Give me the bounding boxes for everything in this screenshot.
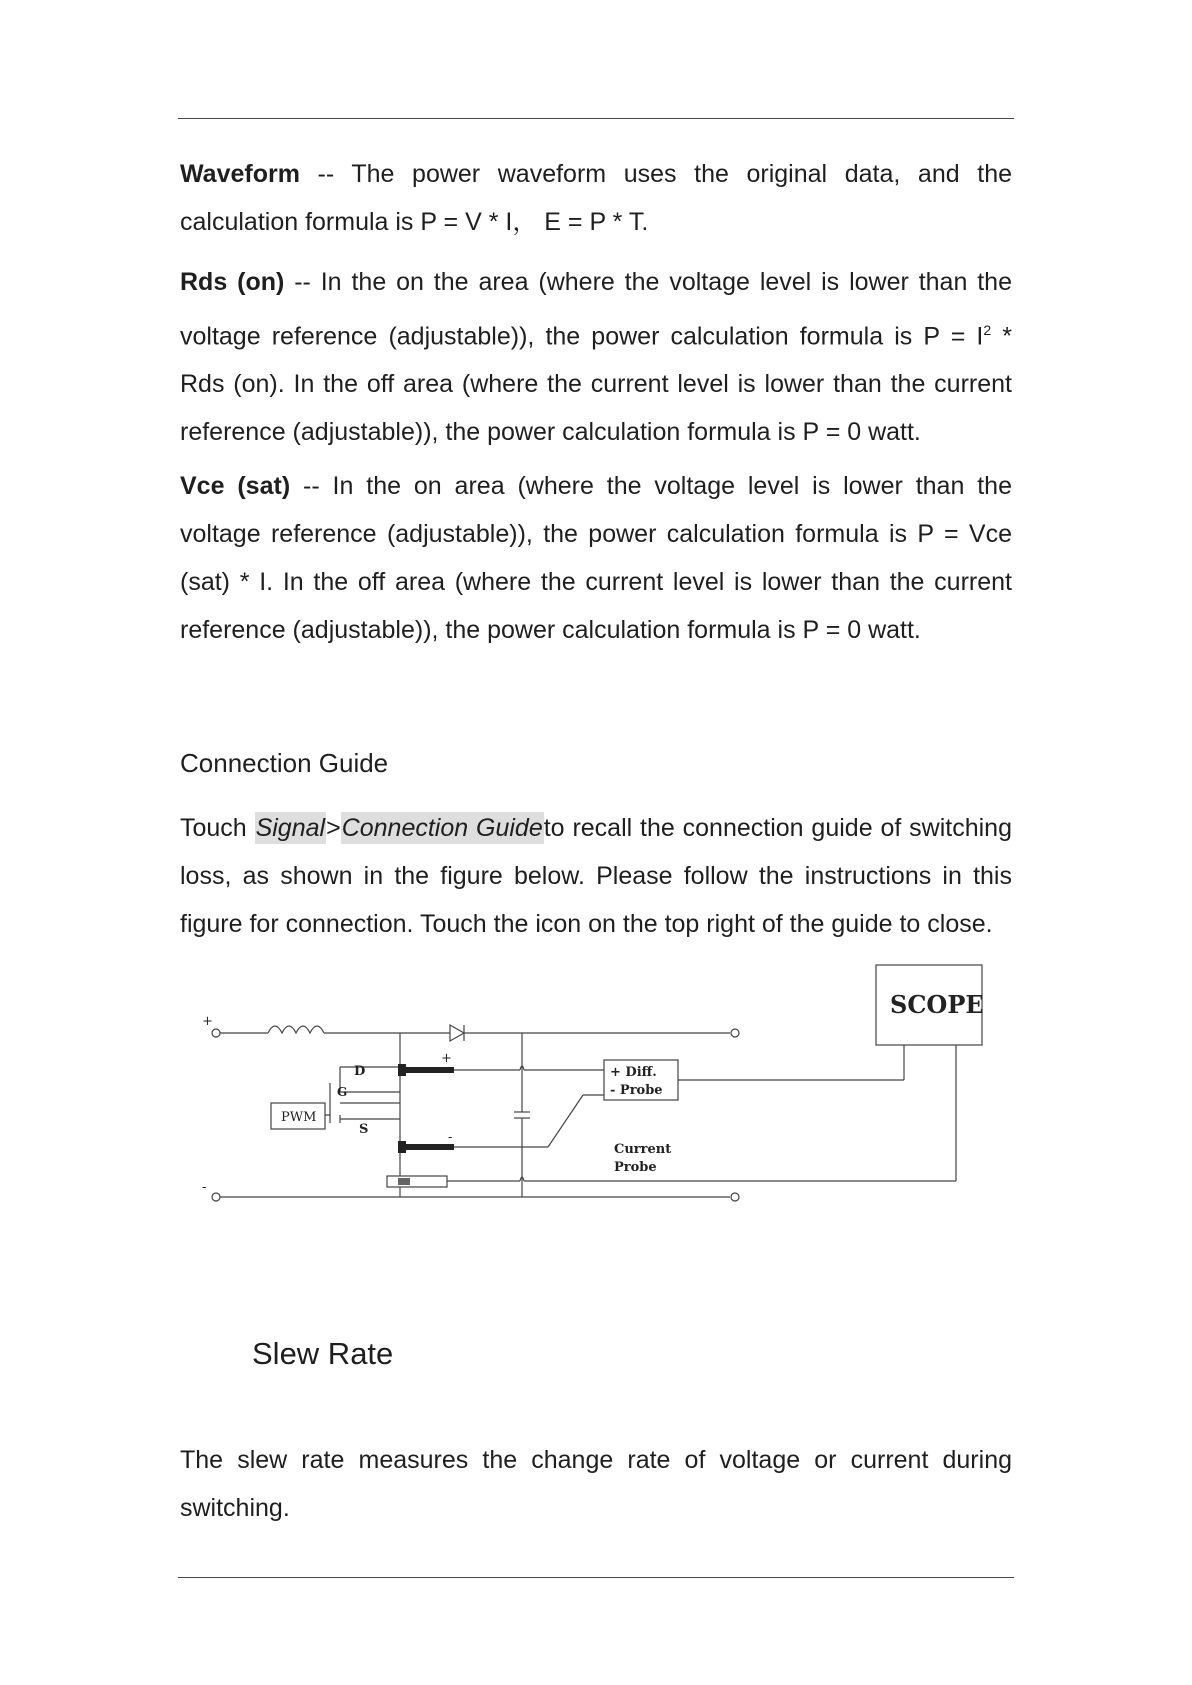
drain-label: D: [354, 1064, 366, 1079]
current-probe-line1: Current: [614, 1142, 672, 1157]
rds-paragraph: [180, 258, 1012, 456]
inductor: [268, 1026, 324, 1033]
scope-label: SCOPE: [890, 990, 984, 1019]
waveform-paragraph: [180, 150, 1012, 246]
plus-terminal: [212, 1029, 220, 1037]
diff-probe-line1: + Diff.: [610, 1065, 657, 1080]
vce-paragraph: [180, 462, 1012, 654]
pwm-label: PWM: [281, 1110, 317, 1125]
header-rule: [178, 118, 1014, 119]
connection-guide-heading: Connection Guide: [180, 748, 389, 778]
diode: [450, 1025, 464, 1041]
diff-probe-line2: - Probe: [610, 1083, 663, 1098]
waveform-term: Waveform: [180, 160, 300, 188]
slew-rate-paragraph: The slew rate measures the change rate of voltage or current during switching.: [180, 1446, 1012, 1522]
current-probe-line2: Probe: [614, 1160, 657, 1175]
menu-separator: >: [326, 814, 341, 842]
gate-label: G: [337, 1085, 348, 1099]
rds-sup: 2: [983, 322, 992, 338]
rds-term: Rds (on): [180, 268, 285, 296]
vce-term: Vce (sat): [180, 472, 291, 500]
minus-label: -: [202, 1180, 207, 1195]
signal-menu-ref: Signal: [255, 814, 326, 842]
plus-label: +: [202, 1014, 213, 1029]
cap-plus-label: +: [441, 1051, 452, 1066]
connection-touch: Touch: [180, 814, 255, 842]
rds-text-a: -- In the on the area (where the voltage level is lower than the voltage reference (adjustable)), the power calculation formula is P = I: [180, 268, 1012, 351]
rds-text-b: * Rds (on). In the off area (where the current level is lower than the current reference (adjustable)), the power calculation formula is P = 0 watt.: [180, 322, 1012, 447]
cap-minus-label: -: [448, 1130, 453, 1145]
connection-diagram: [180, 955, 1010, 1215]
current-probe-clamp: [387, 1176, 447, 1187]
vce-text: -- In the on area (where the voltage level is lower than the voltage reference (adjustable)), the power calculation formula is P = Vce (sat) * I. In the off area (where the current level is lower than the current reference (adjustable)), the power calculation formula is P = 0 watt.: [180, 472, 1012, 644]
diff-probe-tip-plus: [402, 1067, 454, 1073]
footer-rule: [178, 1577, 1014, 1578]
connection-guide-ref: Connection Guide: [341, 814, 543, 842]
source-label: S: [359, 1122, 369, 1137]
connection-paragraph: [180, 804, 1012, 948]
connection-rest: to recall the connection guide of switching loss, as shown in the figure below. Please follow the instructions in this figure for connection. Touch the icon on the top right of the guide to close.: [180, 814, 1012, 938]
slew-rate-heading: Slew Rate: [252, 1336, 394, 1371]
diff-probe-tip-minus: [402, 1144, 454, 1150]
waveform-text: -- The power waveform uses the original data, and the calculation formula is P = V * I， E = P * T.: [180, 160, 1012, 236]
minus-terminal: [212, 1193, 220, 1201]
